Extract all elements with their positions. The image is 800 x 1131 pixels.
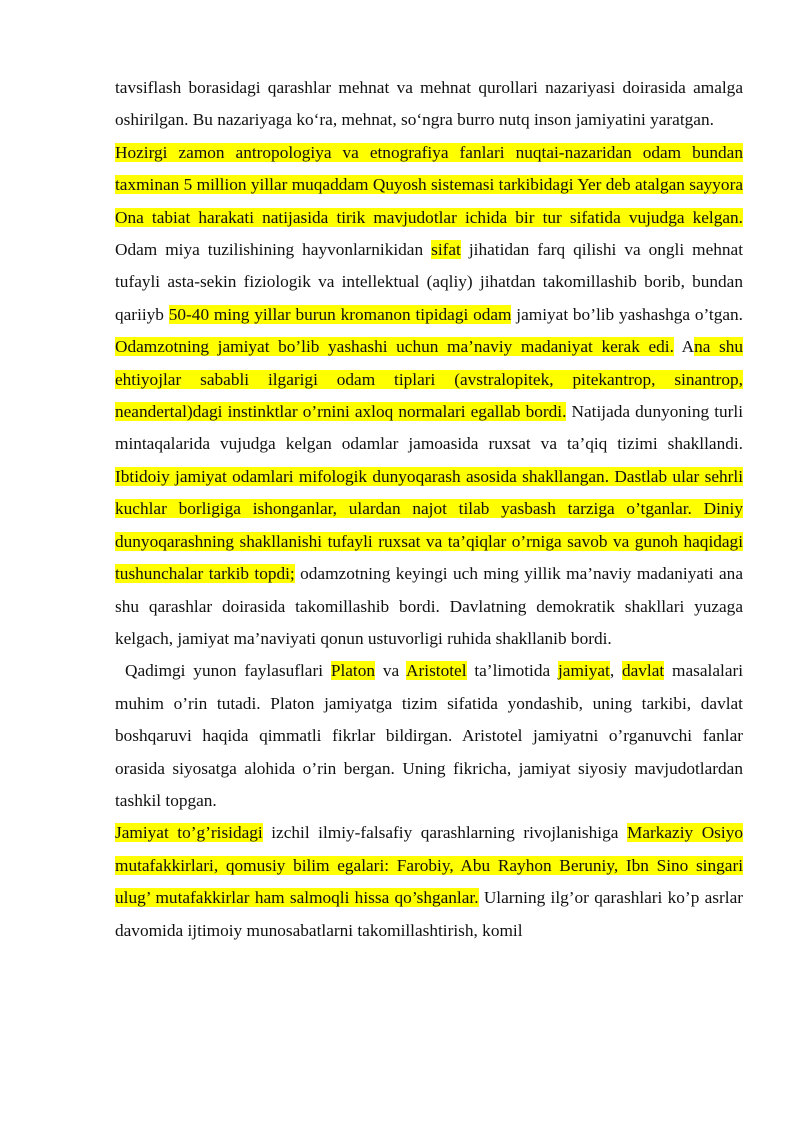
- body-text: odamzotning keyingi uch ming yillik ma’naviy madaniyati ana shu qarashlar doirasida takomillashib bordi. Davlatning demokratik shakllari yuzaga kelgach, jamiyat ma’naviyati qonun ustuvorligi ruhida shakllanib bordi.: [115, 564, 743, 648]
- paragraph-2: [115, 137, 743, 656]
- highlighted-text: Ibtidoiy jamiyat odamlari mifologik dunyoqarash asosida shakllangan. Dastlab ular sehrli kuchlar borligiga ishonganlar, ulardan najot tilab yasbash tarziga o’tganlar. Diniy dunyoqarashning shakllanishi tufayli ruxsat va ta’qiqlar o’rniga savob va gunoh haqidagi tushunchalar tarkib topdi;: [115, 466, 743, 584]
- body-text: masalalari muhim o’rin tutadi. Platon jamiyatga tizim sifatida yondashib, uning tarkibi, davlat boshqaruvi haqida qimmatli fikrlar bildirgan. Aristotel jamiyatni o’rganuvchi fanlar orasida siyosatga alohida o’rin bergan. Uning fikricha, jamiyat siyosiy mavjudotlardan tashkil topgan.: [115, 661, 744, 810]
- highlighted-text: 50-40 ming yillar burun kromanon tipidagi odam: [168, 304, 512, 324]
- body-text: izchil ilmiy-falsafiy qarashlarning rivojlanishiga: [262, 823, 627, 843]
- highlighted-text: Jamiyat to’g’risidagi: [115, 823, 263, 843]
- body-text: Qadimgi yunon faylasuflari: [125, 661, 331, 681]
- paragraph-3: [115, 655, 743, 817]
- highlighted-text: Platon: [330, 661, 376, 681]
- body-text: Ularning ilg’or qarashlari ko’p asrlar davomida ijtimoiy munosabatlarni takomillashtirish, komil: [115, 888, 743, 940]
- body-text: ta’limotida: [466, 661, 558, 681]
- body-text: Odam miya tuzilishining hayvonlarnikidan: [115, 240, 432, 260]
- highlighted-text: Aristotel: [406, 661, 467, 681]
- highlighted-text: na shu ehtiyojlar sababli ilgarigi odam tiplari (avstralopitek, pitekantrop, sinantrop, neandertal)dagi instinktlar o’rnini axloq normalari egallab bordi.: [115, 337, 743, 422]
- body-text: va: [375, 661, 407, 681]
- body-text: A: [673, 337, 695, 357]
- body-text: jamiyat bo’lib yashashga o’tgan.: [511, 304, 743, 324]
- highlighted-text: jamiyat: [558, 661, 610, 681]
- body-text: Natijada dunyoning turli mintaqalarida vujudga kelgan odamlar jamoasida ruxsat va ta’qiq tizimi shakllandi.: [115, 402, 743, 454]
- body-text: tavsiflash borasidagi qarashlar mehnat va mehnat qurollari nazariyasi doirasida amalga oshirilgan. Bu nazariyaga ko‘ra, mehnat, so‘ngra burro nutq inson jamiyatini yaratgan.: [115, 78, 743, 130]
- body-text: jihatidan farq qilishi va ongli mehnat tufayli asta-sekin fiziologik va intellektual (aqliy) jihatdan takomillashib borib, bundan qariiyb: [115, 240, 743, 324]
- highlighted-text: Odamzotning jamiyat bo’lib yashashi uchun ma’naviy madaniyat kerak edi.: [115, 337, 674, 357]
- highlighted-text: Hozirgi zamon antropologiya va etnografiya fanlari nuqtai-nazaridan odam bundan taxminan 5 million yillar muqaddam Quyosh sistemasi tarkibidagi Yer deb atalgan sayyora Ona tabiat harakati natijasida tirik mavjudotlar ichida bir tur sifatida vujudga kelgan.: [115, 142, 743, 227]
- body-text: ,: [609, 661, 622, 681]
- highlighted-text: Markaziy Osiyo mutafakkirlari, qomusiy bilim egalari: Farobiy, Abu Rayhon Beruniy, Ibn Sino singari ulug’ mutafakkirlar ham salmoqli hissa qo’shganlar.: [115, 823, 743, 908]
- highlighted-text: davlat: [621, 661, 665, 681]
- highlighted-text: sifat: [431, 240, 461, 260]
- paragraph-1: [115, 72, 743, 137]
- paragraph-4: [115, 817, 743, 947]
